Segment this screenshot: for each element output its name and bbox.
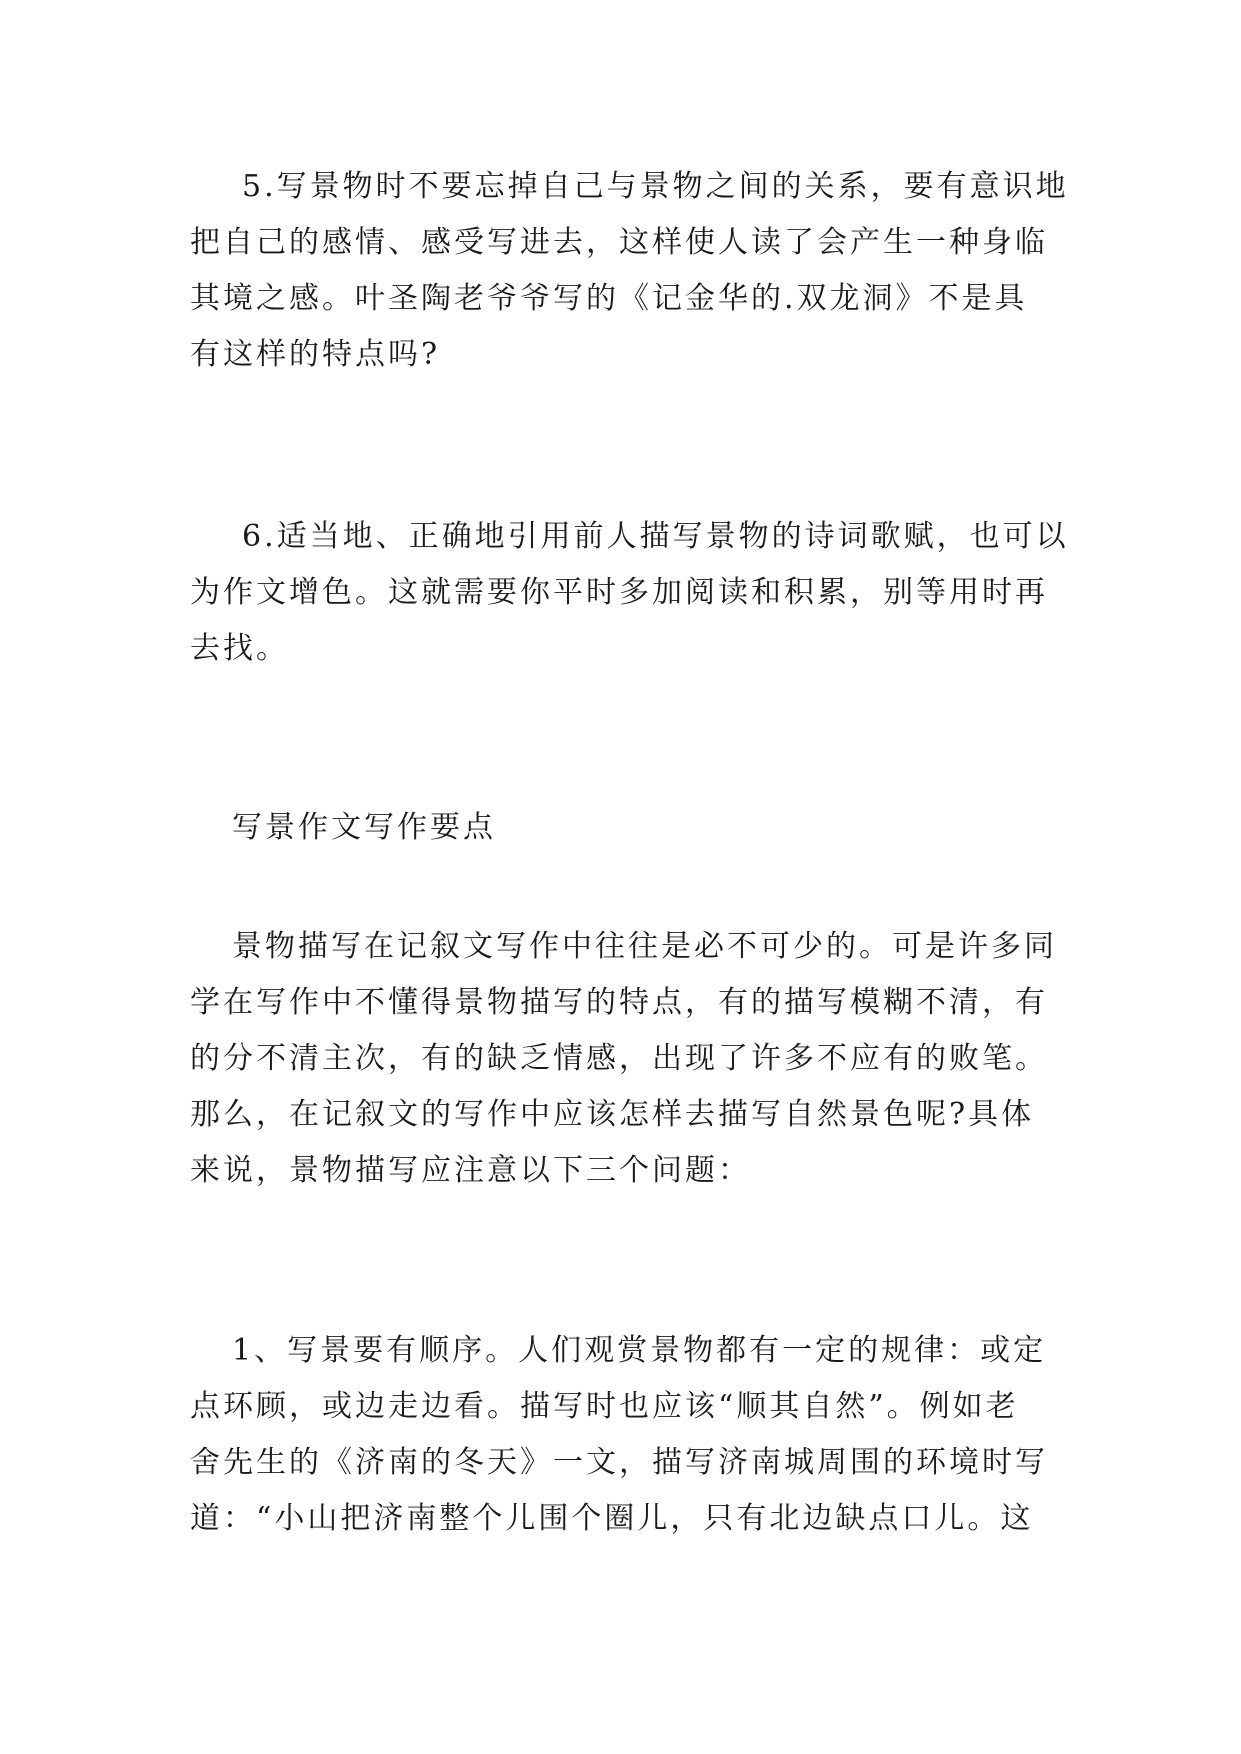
paragraph-line: 来说，景物描写应注意以下三个问题： bbox=[190, 1153, 751, 1188]
paragraph-line: 点环顾，或边走边看。描写时也应该“顺其自然”。例如老 bbox=[190, 1389, 1019, 1424]
paragraph-intro bbox=[190, 919, 1060, 1199]
paragraph-line: 景物描写在记叙文写作中往往是必不可少的。可是许多同 bbox=[232, 929, 1057, 964]
paragraph-tip-5 bbox=[190, 159, 1069, 383]
paragraph-line: 去找。 bbox=[190, 631, 289, 666]
paragraph-line: 那么，在记叙文的写作中应该怎样去描写自然景色呢?具体 bbox=[190, 1097, 1035, 1132]
paragraph-line: 把自己的感情、感受写进去，这样使人读了会产生一种身临 bbox=[190, 225, 1048, 260]
paragraph-line: 为作文增色。这就需要你平时多加阅读和积累，别等用时再 bbox=[190, 575, 1048, 610]
paragraph-tip-6 bbox=[190, 509, 1069, 677]
paragraph-line: 学在写作中不懂得景物描写的特点，有的描写模糊不清，有 bbox=[190, 985, 1048, 1020]
paragraph-line: 舍先生的《济南的冬天》一文，描写济南城周围的环境时写 bbox=[190, 1445, 1048, 1480]
paragraph-line: 其境之感。叶圣陶老爷爷写的《记金华的.双龙洞》不是具 bbox=[190, 281, 1028, 316]
paragraph-line: 5.写景物时不要忘掉自己与景物之间的关系，要有意识地 bbox=[242, 169, 1069, 204]
paragraph-line: 6.适当地、正确地引用前人描写景物的诗词歌赋，也可以 bbox=[242, 519, 1069, 554]
section-heading-text: 写景作文写作要点 bbox=[232, 810, 496, 845]
paragraph-line: 1、写景要有顺序。人们观赏景物都有一定的规律：或定 bbox=[232, 1333, 1047, 1368]
paragraph-line: 有这样的特点吗? bbox=[190, 337, 441, 372]
paragraph-line: 道：“小山把济南整个儿围个圈儿，只有北边缺点口儿。这 bbox=[190, 1501, 1034, 1536]
section-heading bbox=[190, 800, 1060, 856]
paragraph-line: 的分不清主次，有的缺乏情感，出现了许多不应有的败笔。 bbox=[190, 1041, 1048, 1076]
paragraph-point-1 bbox=[190, 1323, 1060, 1547]
